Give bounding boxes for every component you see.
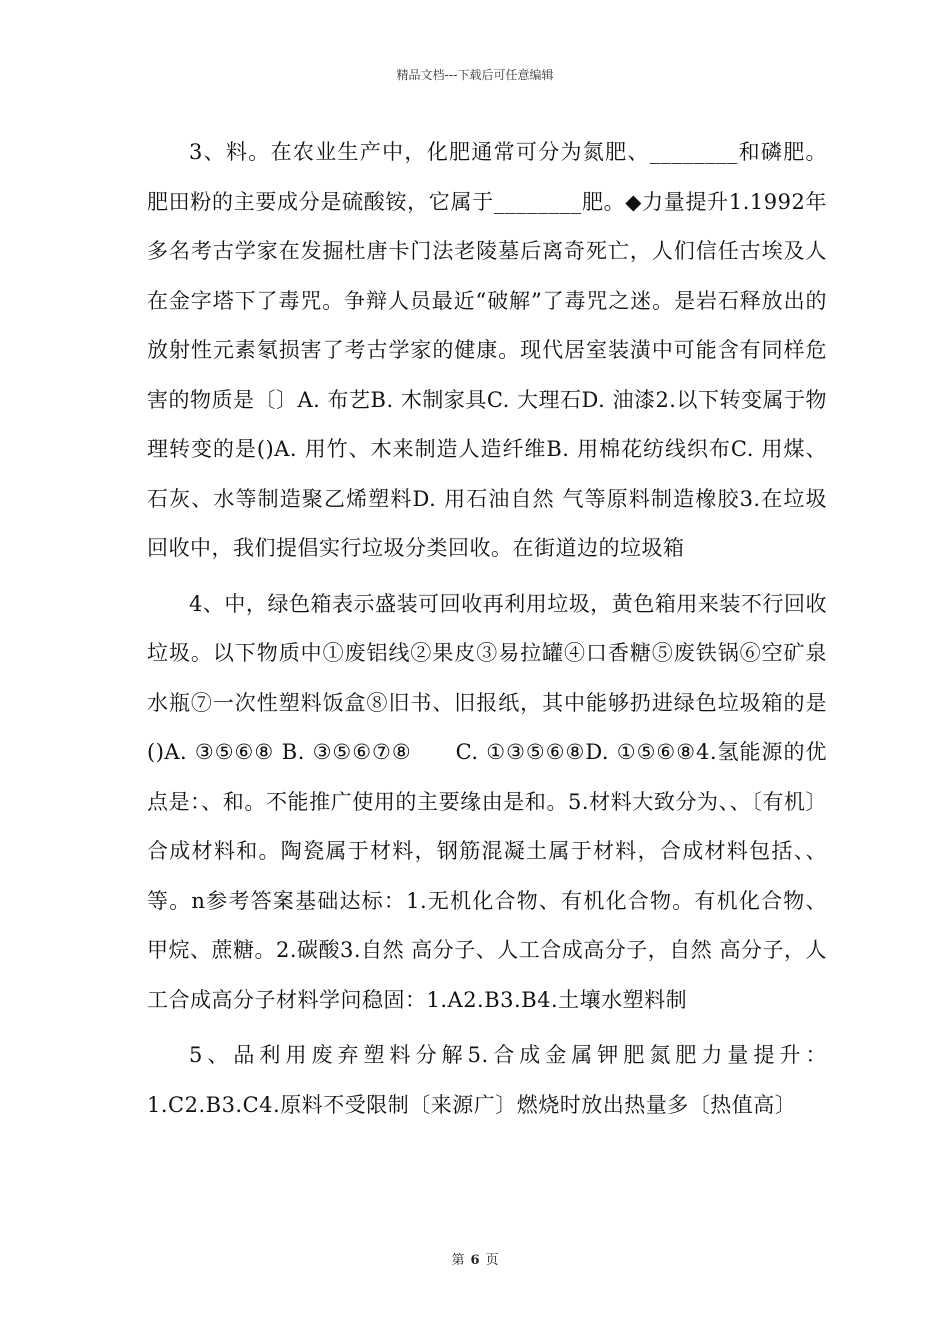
footer-prefix: 第 bbox=[451, 1253, 465, 1268]
page-footer bbox=[0, 1249, 950, 1268]
paragraph-3: 3、料。在农业生产中，化肥通常可分为氮肥、________和磷肥。肥田粉的主要成分是硫酸铵，它属于________肥。◆力量提升1.1992年多名考古学家在发掘杜唐卡门法老陵墓后离奇死亡，人们信任古埃及人在金字塔下了毒咒。争辩人员最近“破解”了毒咒之迷。是岩石释放出的放射性元素氡损害了考古学家的健康。现代居室装潢中可能含有同样危害的物质是〔〕A. 布艺B. 木制家具C. 大理石D. 油漆2.以下转变属于物理转变的是()A. 用竹、木来制造人造纤维B. 用棉花纺线织布C. 用煤、石灰、水等制造聚乙烯塑料D. 用石油自然 气等原料制造橡胶3.在垃圾回收中，我们提倡实行垃圾分类回收。在街道边的垃圾箱 bbox=[147, 140, 827, 560]
page-number: 6 bbox=[470, 1253, 480, 1268]
footer-suffix: 页 bbox=[485, 1253, 499, 1268]
paragraph-4: 4、中，绿色箱表示盛装可回收再利用垃圾，黄色箱用来装不行回收垃圾。以下物质中①废铝线②果皮③易拉罐④口香糖⑤废铁锅⑥空矿泉水瓶⑦一次性塑料饭盒⑧旧书、旧报纸，其中能够扔进绿色垃圾箱的是()A. ③⑤⑥⑧ B. ③⑤⑥⑦⑧ C. ①③⑤⑥⑧D. ①⑤⑥⑧4.氢能源的优点是：、和。不能推广使用的主要缘由是和。5.材料大致分为、、〔有机〕合成材料和。陶瓷属于材料，钢筋混凝土属于材料，合成材料包括、、等。n参考答案基础达标：1.无机化合物、有机化合物。有机化合物、甲烷、蔗糖。2.碳酸3.自然 高分子、人工合成高分子，自然 高分子，人工合成高分子材料学问稳固：1.A2.B3.B4.土壤水塑料制 bbox=[147, 591, 827, 1012]
paragraph-5: 5、品利用废弃塑料分解5.合成金属钾肥氮肥力量提升：1.C2.B3.C4.原料不受限制〔来源广〕燃烧时放出热量多〔热值高〕 bbox=[147, 1043, 827, 1117]
page-header: 精品文档---下载后可任意编辑 bbox=[396, 68, 554, 82]
document-body bbox=[147, 128, 827, 1130]
